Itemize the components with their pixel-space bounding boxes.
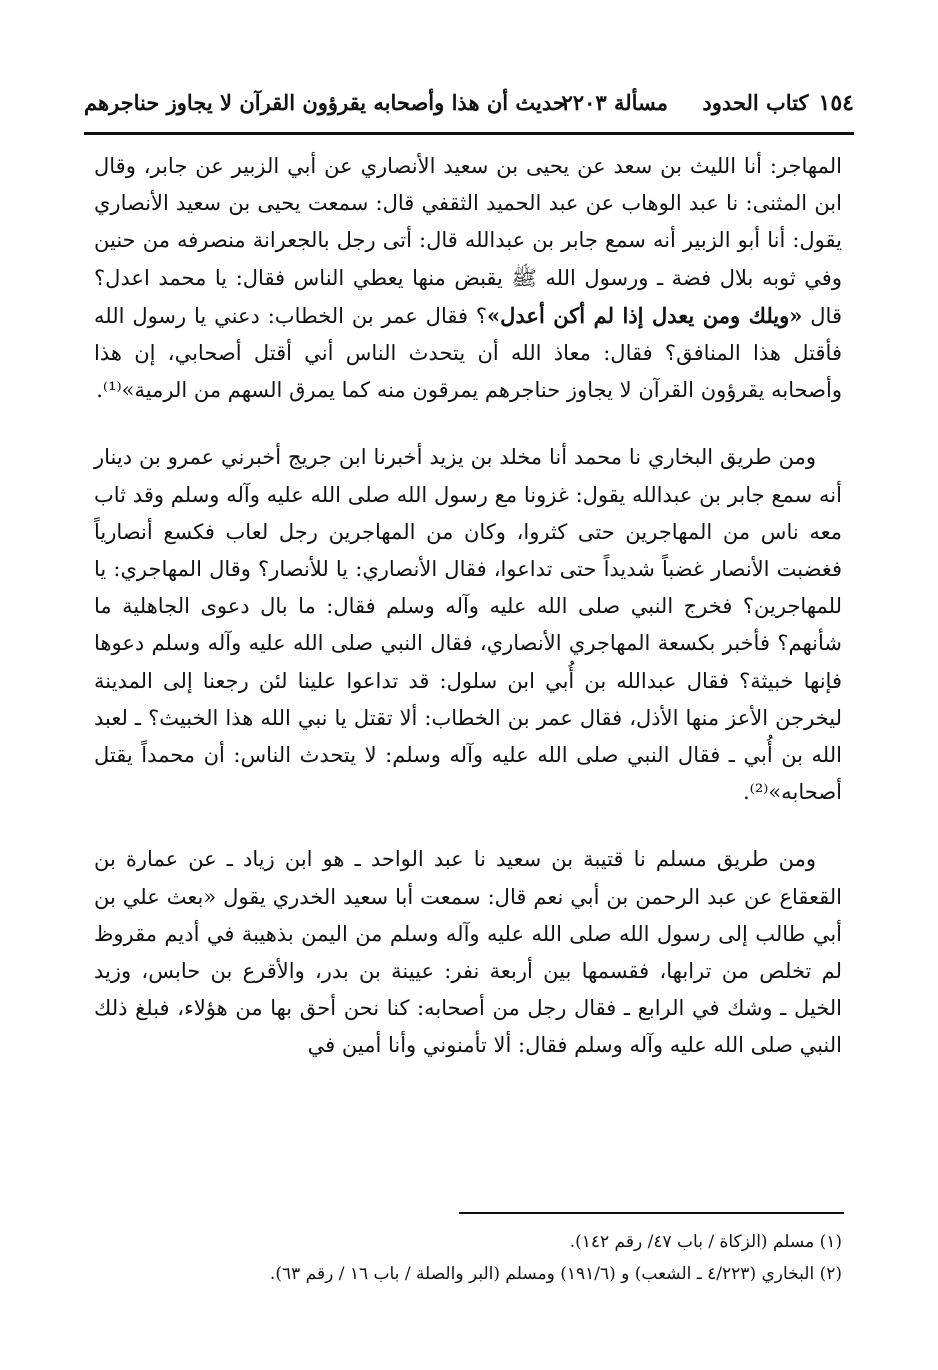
footnote-1: (١) مسلم (الزكاة / باب ٤٧/ رقم ١٤٢). — [569, 1232, 842, 1252]
paragraph-2: ومن طريق البخاري نا محمد أنا مخلد بن يزيد أخبرنا ابن جريج أخبرني عمرو بن دينار أنه سمع جابر بن عبدالله يقول: غزونا مع رسول الله صلى الله عليه وآله وسلم وقد ثاب معه ناس من المهاجرين حتى كثروا، وكان من المهاجرين رجل لعاب فكسع أنصارياً فغضبت الأنصار غضباً شديداً حتى تداعوا، فقال الأنصاري: يا للأنصار؟ وقال المهاجري: يا للمهاجرين؟ فخرج النبي صلى الله عليه وآله وسلم فقال: ما بال دعوى الجاهلية ما شأنهم؟ فأخبر بكسعة المهاجري الأنصاري، فقال النبي صلى الله عليه وآله وسلم دعوها فإنها خبيثة؟ فقال عبدالله بن أُبي ابن سلول: قد تداعوا علينا لئن رجعنا إلى المدينة ليخرجن الأعز منها الأذل، فقال عمر بن الخطاب: ألا تقتل يا نبي الله هذا الخبيث؟ ـ لعبد الله بن أُبي ـ فقال النبي صلى الله عليه وآله وسلم: لا يتحدث الناس: أن محمداً يقتل أصحابه»⁽²⁾. — [94, 445, 842, 805]
running-header — [84, 86, 854, 135]
footnote-divider — [459, 1212, 844, 1214]
footnote-2: (٢) البخاري (٤/٢٢٣ ـ الشعب) و (١٩١/٦) ومسلم (البر والصلة / باب ١٦ / رقم ٦٣). — [269, 1264, 842, 1284]
header-book-section — [702, 90, 854, 116]
chapter-title: حديث أن هذا وأصحابه يقرؤون القرآن لا يجاوز حناجرهم — [84, 90, 566, 115]
paragraph-1-bold-quote: «ويلك ومن يعدل إذا لم أكن أعدل» — [487, 302, 803, 328]
issue-number: مسألة ٢٢٠٣ — [561, 90, 668, 115]
paragraph-3: ومن طريق مسلم نا قتيبة بن سعيد نا عبد الواحد ـ هو ابن زياد ـ عن عمارة بن القعقاع عن عبد الرحمن بن أبي نعم قال: سمعت أبا سعيد الخدري يقول «بعث علي بن أبي طالب إلى رسول الله صلى الله عليه وآله وسلم من اليمن بذهيبة في أديم مقروظ لم تخلص من ترابها، فقسمها بين أربعة نفر: عيينة بن بدر، والأقرع بن حابس، وزيد الخيل ـ وشك في الرابع ـ فقال رجل من أصحابه: كنا نحن أحق بها من هؤلاء، فبلغ ذلك النبي صلى الله عليه وآله وسلم فقال: ألا تأمنوني وأنا أمين في — [94, 847, 842, 1058]
main-text — [94, 148, 842, 1065]
paragraph-1 — [94, 148, 842, 409]
paragraph-1-text: المهاجر: أنا الليث بن سعد عن يحيى بن سعيد الأنصاري عن أبي الزبير عن جابر، وقال ابن المثنى: نا عبد الوهاب عن عبد الحميد الثقفي قال: سمعت يحيى بن سعيد الأنصاري يقول: أنا أبو الزبير أنه سمع جابر بن عبدالله قال: أتى رجل بالجعرانة منصرفه من حنين وفي ثوبه بلال فضة ـ ورسول الله ﷺ يقبض منها يعطي الناس فقال: يا محمد اعدل؟ قال — [94, 154, 842, 328]
footnotes — [94, 1226, 842, 1290]
paragraph-1-text-cont: ؟ فقال عمر بن الخطاب: دعني يا رسول الله فأقتل هذا المنافق؟ فقال: معاذ الله أن يتحدث الناس أني أقتل أصحابي، إن هذا وأصحابه يقرؤون القرآن لا يجاوز حناجرهم يمرقون منه كما يمرق السهم من الرمية»⁽¹⁾. — [94, 303, 842, 403]
book-title: كتاب الحدود — [702, 90, 809, 115]
page-number: ١٥٤ — [818, 90, 854, 116]
